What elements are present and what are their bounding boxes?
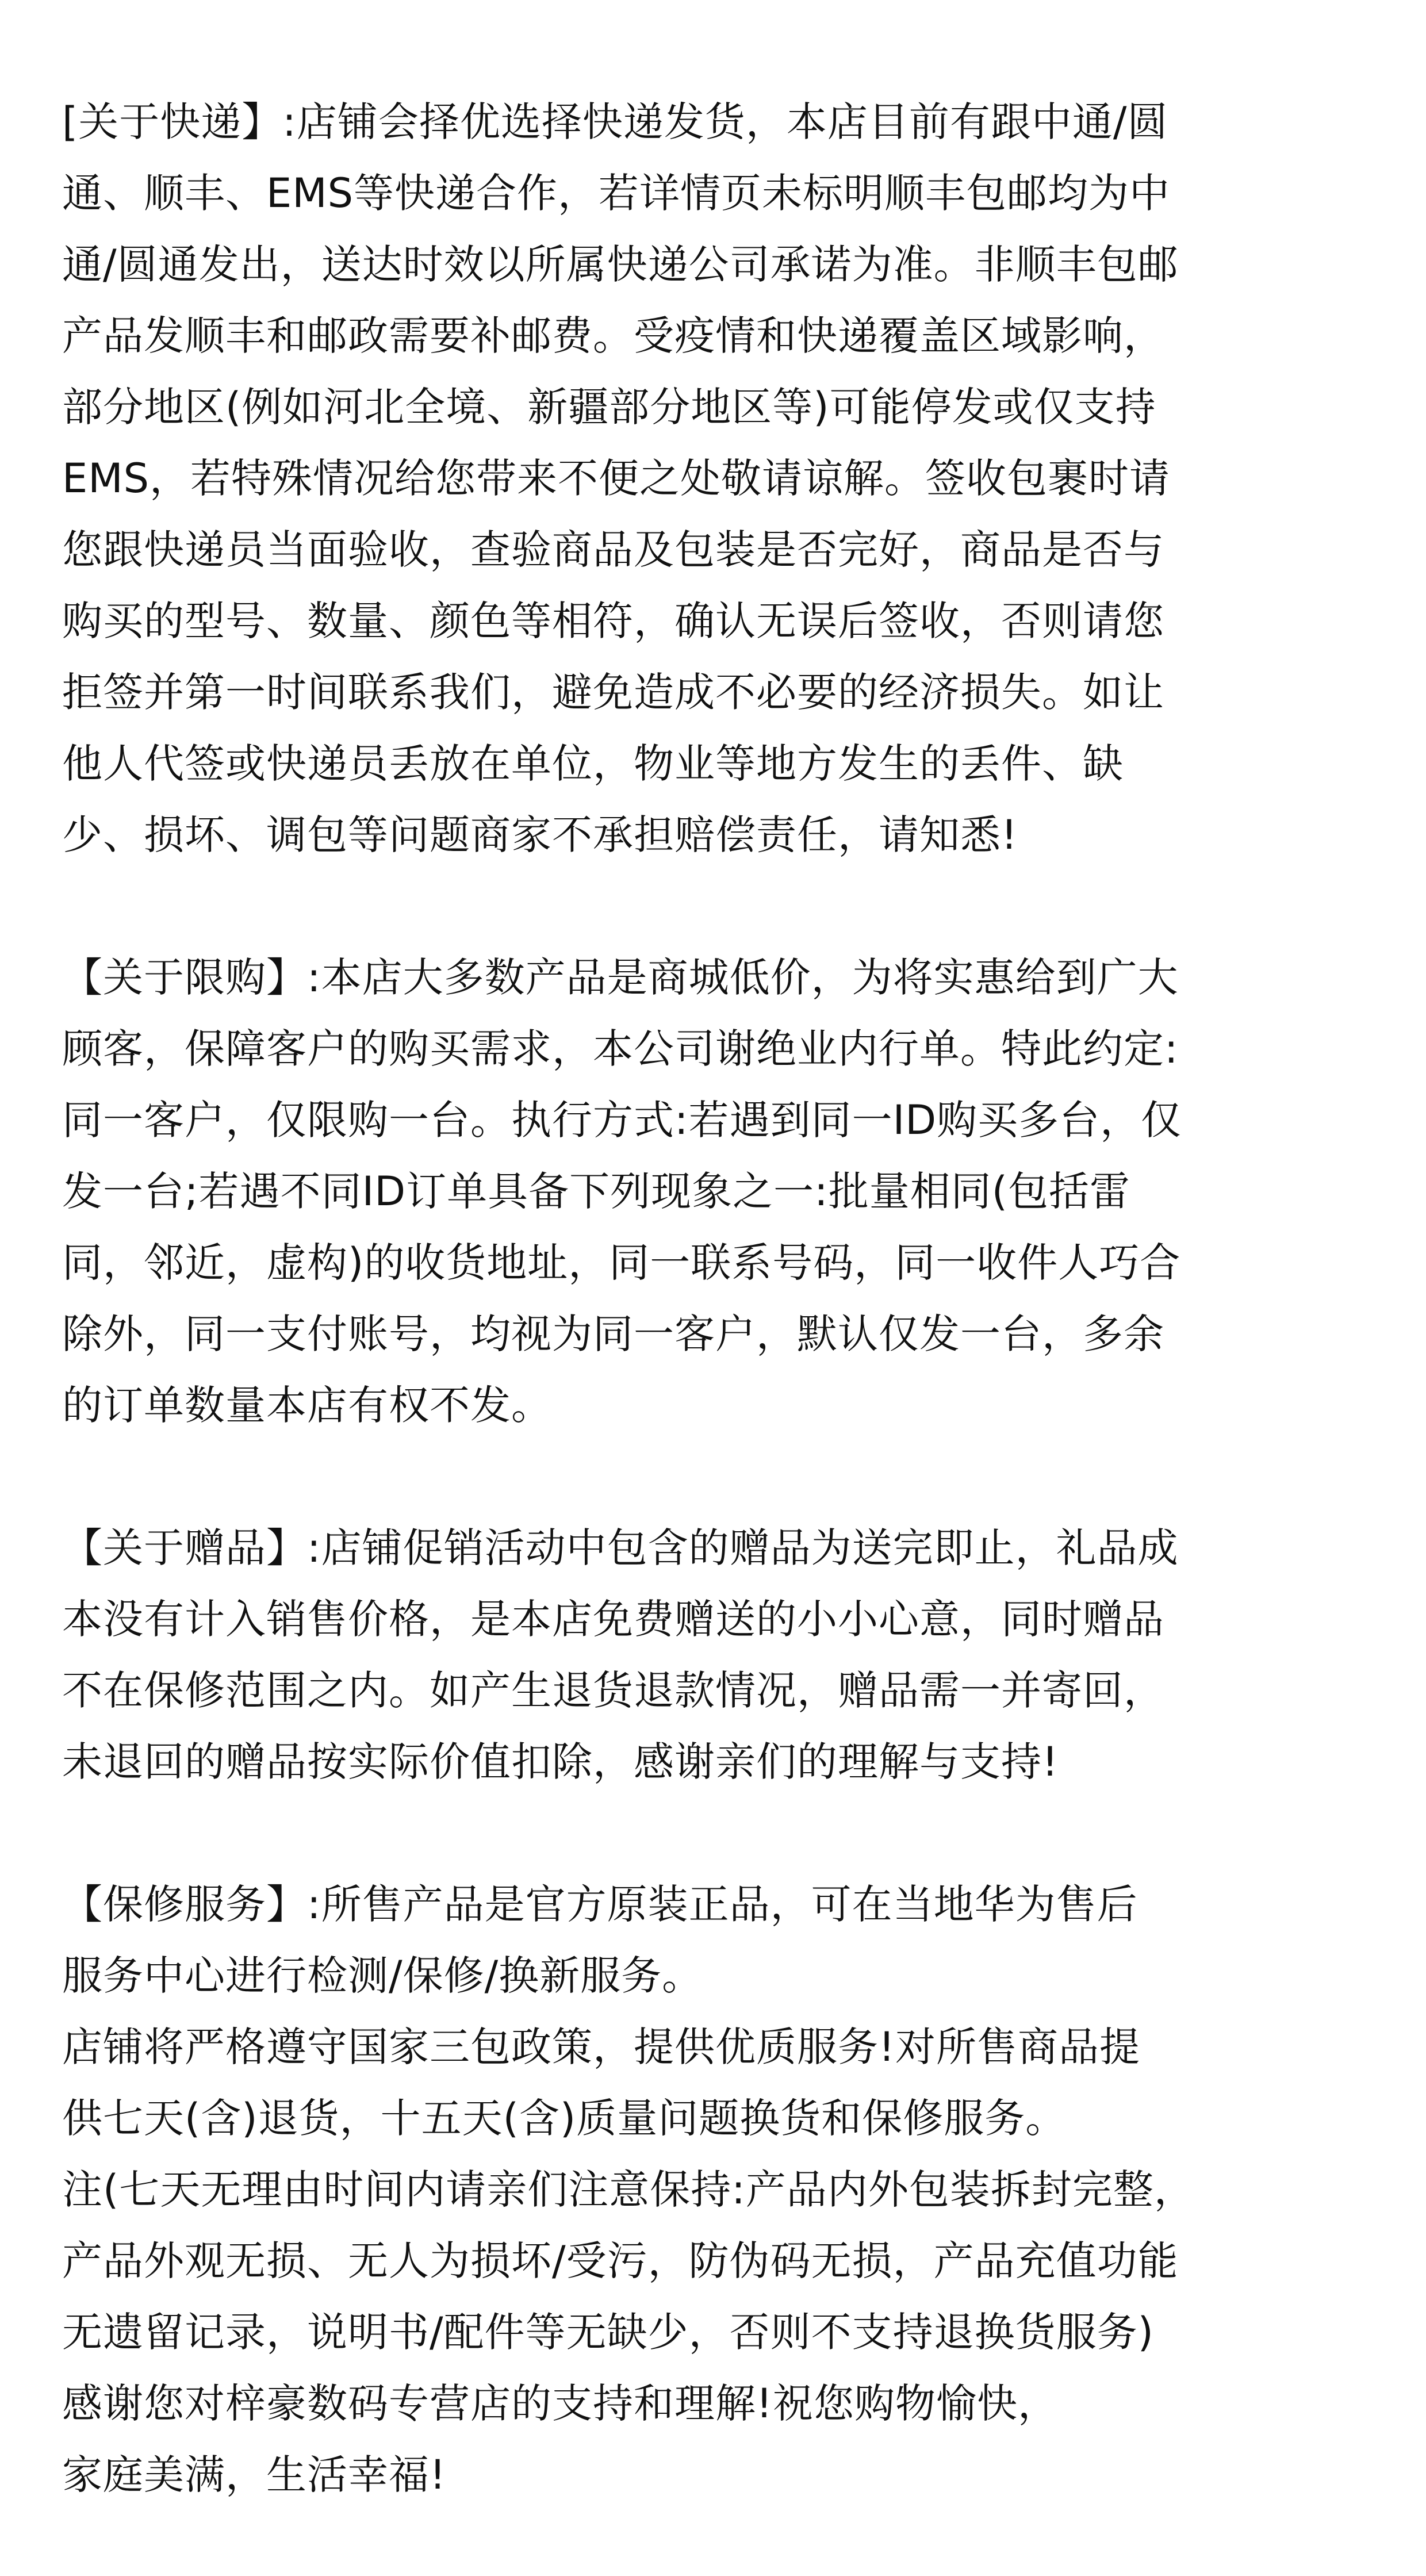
- policy-document: [62, 86, 1385, 2510]
- limit-line: 除外，同一支付账号，均视为同一客户，默认仅发一台，多余: [62, 1310, 1164, 1358]
- warranty-line: 感谢您对梓豪数码专营店的支持和理解!祝您购物愉快，: [62, 2380, 1059, 2427]
- express-line: 他人代签或快递员丢放在单位，物业等地方发生的丢件、缺: [62, 740, 1124, 787]
- limit-line: 同一客户，仅限购一台。执行方式:若遇到同一ID购买多台，仅: [62, 1097, 1182, 1144]
- express-line: 少、损坏、调包等问题商家不承担赔偿责任，请知悉!: [62, 811, 1018, 858]
- purchase-limit-section: [62, 942, 1385, 1441]
- section-spacer: [62, 1441, 1385, 1512]
- limit-line: 【关于限购】:本店大多数产品是商城低价，为将实惠给到广大: [62, 954, 1179, 1001]
- gift-line: 未退回的赠品按实际价值扣除，感谢亲们的理解与支持!: [62, 1738, 1059, 1785]
- express-line: 产品发顺丰和邮政需要补邮费。受疫情和快递覆盖区域影响，: [62, 312, 1164, 359]
- limit-line: 同，邻近，虚构)的收货地址，同一联系号码，同一收件人巧合: [62, 1239, 1181, 1286]
- warranty-line: 店铺将严格遵守国家三包政策，提供优质服务!对所售商品提: [62, 2023, 1141, 2071]
- express-line: 购买的型号、数量、颜色等相符，确认无误后签收，否则请您: [62, 597, 1164, 645]
- express-line: 通、顺丰、EMS等快递合作，若详情页未标明顺丰包邮均为中: [62, 170, 1171, 217]
- warranty-line: 无遗留记录，说明书/配件等无缺少，否则不支持退换货服务): [62, 2309, 1154, 2356]
- gift-line: 本没有计入销售价格，是本店免费赠送的小小心意，同时赠品: [62, 1596, 1164, 1643]
- express-line: 通/圆通发出，送达时效以所属快递公司承诺为准。非顺丰包邮: [62, 241, 1179, 288]
- gift-section: [62, 1512, 1385, 1797]
- limit-line: 的订单数量本店有权不发。: [62, 1382, 552, 1429]
- warranty-line: 供七天(含)退货，十五天(含)质量问题换货和保修服务。: [62, 2095, 1067, 2142]
- gift-line: 不在保修范围之内。如产生退货退款情况，赠品需一并寄回，: [62, 1667, 1164, 1714]
- express-line: 拒签并第一时间联系我们，避免造成不必要的经济损失。如让: [62, 669, 1164, 716]
- warranty-line: 家庭美满，生活幸福!: [62, 2451, 447, 2498]
- express-section: [62, 86, 1385, 871]
- warranty-line: 服务中心进行检测/保修/换新服务。: [62, 1952, 703, 1999]
- warranty-line: 【保修服务】:所售产品是官方原装正品，可在当地华为售后: [62, 1881, 1138, 1928]
- warranty-section: [62, 1869, 1385, 2510]
- express-line: [关于快递】:店铺会择优选择快递发货，本店目前有跟中通/圆: [62, 98, 1168, 145]
- warranty-line: 产品外观无损、无人为损坏/受污，防伪码无损，产品充值功能: [62, 2237, 1179, 2284]
- express-line: EMS，若特殊情况给您带来不便之处敬请谅解。签收包裹时请: [62, 455, 1171, 502]
- section-spacer: [62, 1797, 1385, 1869]
- gift-line: 【关于赠品】:店铺促销活动中包含的赠品为送完即止，礼品成: [62, 1524, 1179, 1571]
- express-line: 部分地区(例如河北全境、新疆部分地区等)可能停发或仅支持: [62, 384, 1156, 431]
- limit-line: 发一台;若遇不同ID订单具备下列现象之一:批量相同(包括雷: [62, 1168, 1131, 1215]
- section-spacer: [62, 871, 1385, 942]
- warranty-line: 注(七天无理由时间内请亲们注意保持:产品内外包装拆封完整，: [62, 2166, 1195, 2213]
- express-line: 您跟快递员当面验收，查验商品及包装是否完好，商品是否与: [62, 526, 1164, 573]
- limit-line: 顾客，保障客户的购买需求，本公司谢绝业内行单。特此约定:: [62, 1025, 1179, 1072]
